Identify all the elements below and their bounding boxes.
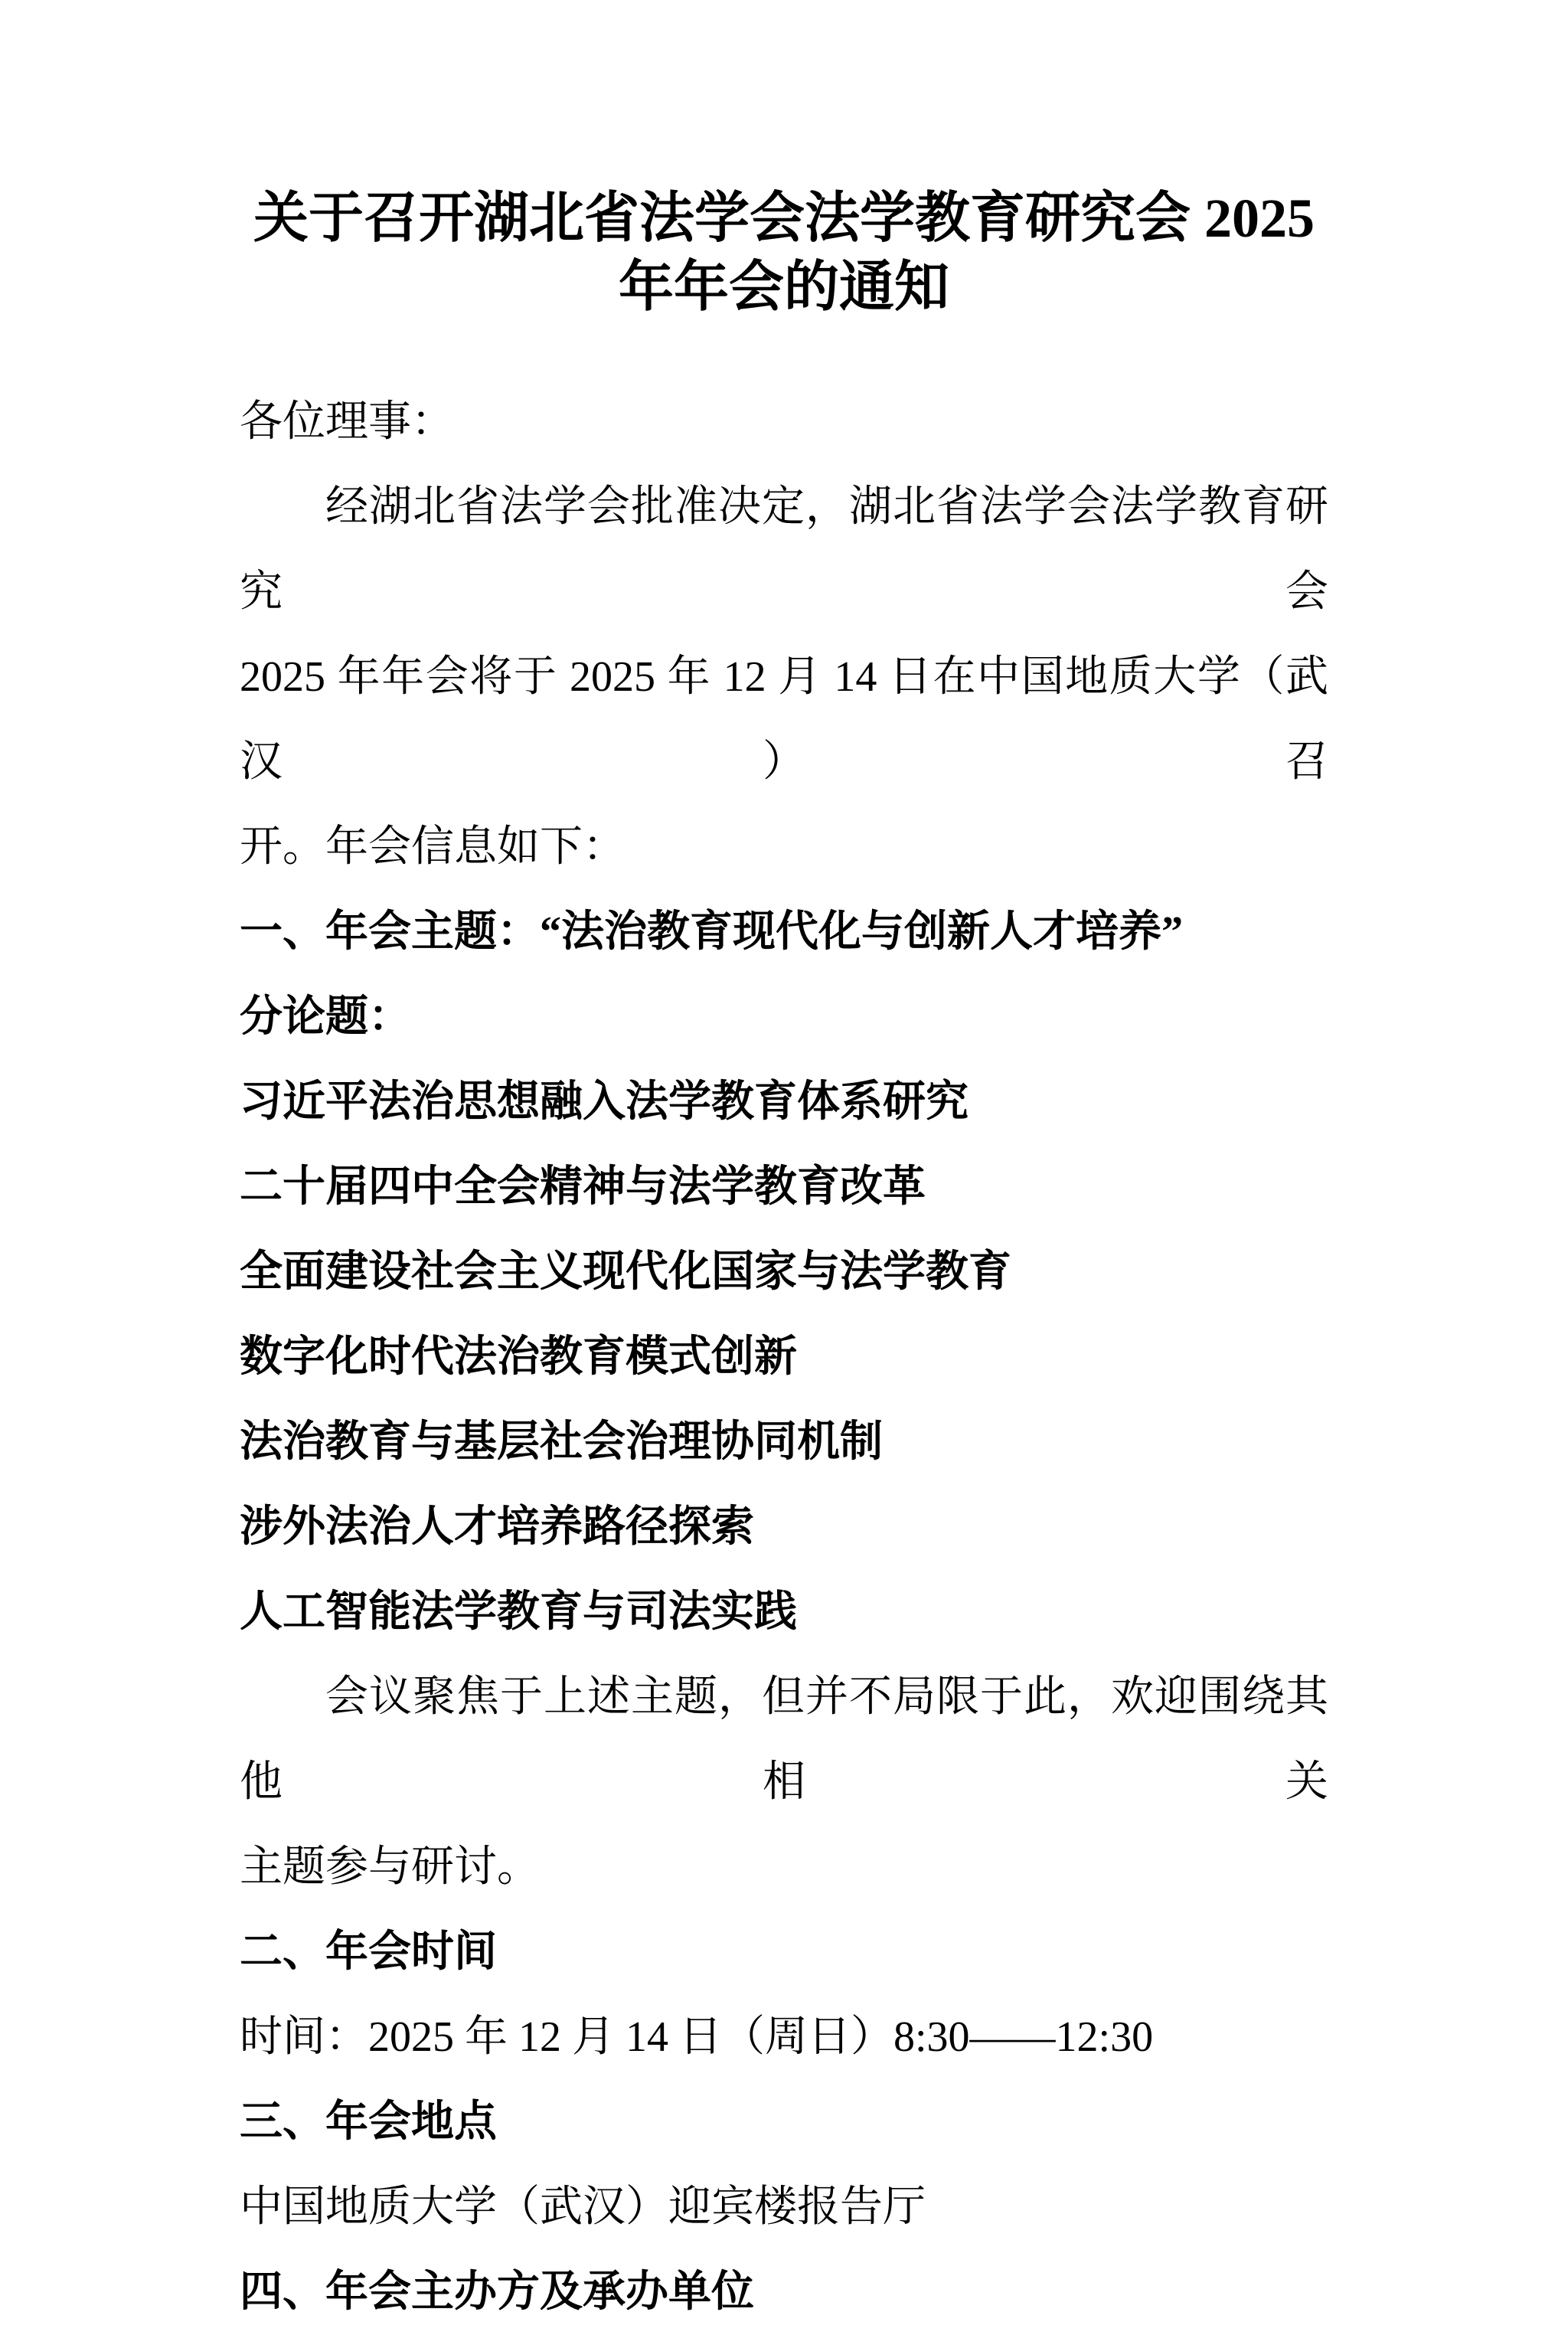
subtopic-item: 法治教育与基层社会治理协同机制 <box>240 1418 883 1466</box>
section-heading-time: 二、年会时间 <box>240 1928 497 1976</box>
subtopic-item: 习近平法治思想融入法学教育体系研究 <box>240 1078 969 1126</box>
venue-detail: 中国地质大学（武汉）迎宾楼报告厅 <box>240 2183 926 2231</box>
section-heading-venue: 三、年会地点 <box>240 2098 497 2146</box>
section-heading-theme: 一、年会主题：“法治教育现代化与创新人才培养” <box>240 908 1183 956</box>
salutation: 各位理事： <box>240 398 454 446</box>
intro-line: 经湖北省法学会批准决定，湖北省法学会法学教育研究会 <box>240 483 1328 616</box>
subtopic-item: 涉外法治人才培养路径探索 <box>240 1503 754 1551</box>
subtopic-item: 二十届四中全会精神与法学教育改革 <box>240 1163 926 1211</box>
subtopic-item: 人工智能法学教育与司法实践 <box>240 1588 797 1636</box>
theme-note-line: 会议聚焦于上述主题，但并不局限于此，欢迎围绕其他相关 <box>240 1673 1328 1806</box>
intro-line: 2025 年年会将于 2025 年 12 月 14 日在中国地质大学（武汉）召 <box>240 653 1328 786</box>
document-title: 关于召开湖北省法学会法学教育研究会 2025 年年会的通知 <box>253 188 1315 318</box>
subtopic-item: 数字化时代法治教育模式创新 <box>240 1333 797 1381</box>
section-heading-organizer: 四、年会主办方及承办单位 <box>240 2268 754 2316</box>
subtopics-label: 分论题： <box>240 993 411 1041</box>
theme-note-line: 主题参与研讨。 <box>240 1843 540 1891</box>
subtopic-item: 全面建设社会主义现代化国家与法学教育 <box>240 1248 1011 1296</box>
time-detail: 时间：2025 年 12 月 14 日（周日）8:30——12:30 <box>240 2013 1154 2061</box>
intro-line: 开。年会信息如下： <box>240 823 626 871</box>
